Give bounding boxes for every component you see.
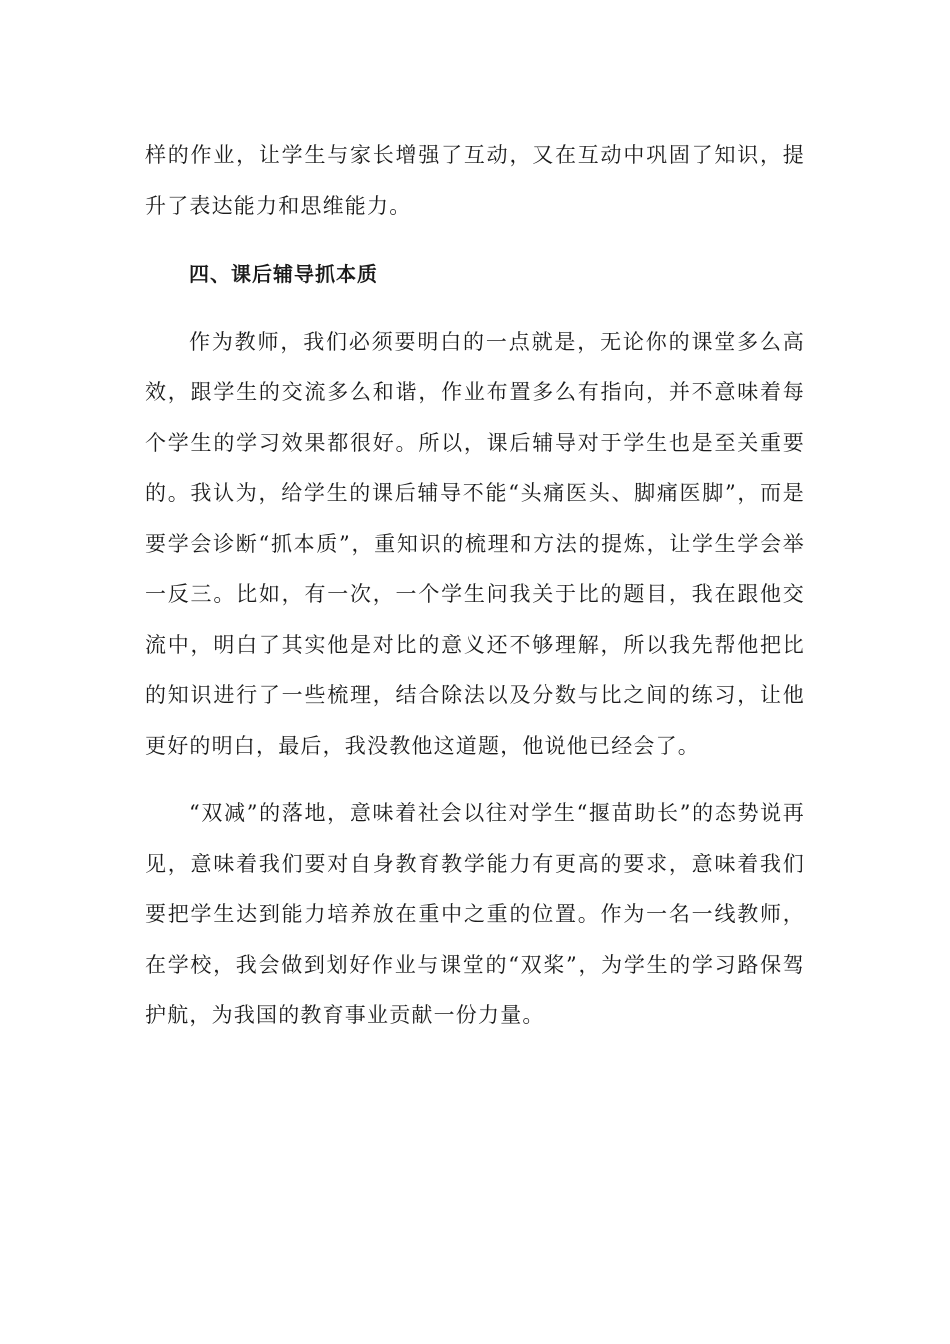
- continuation-paragraph: 样的作业，让学生与家长增强了互动，又在互动中巩固了知识，提升了表达能力和思维能力。: [145, 143, 805, 218]
- body-paragraph-1: 作为教师，我们必须要明白的一点就是，无论你的课堂多么高效，跟学生的交流多么和谐，作业布置多么有指向，并不意味着每个学生的学习效果都很好。所以，课后辅导对于学生也是至关重要的。我认为，给学生的课后辅导不能“头痛医头、脚痛医脚”，而是要学会诊断“抓本质”，重知识的梳理和方法的提炼，让学生学会举一反三。比如，有一次，一个学生问我关于比的题目，我在跟他交流中，明白了其实他是对比的意义还不够理解，所以我先帮他把比的知识进行了一些梳理，结合除法以及分数与比之间的练习，让他更好的明白，最后，我没教他这道题，他说他已经会了。: [145, 329, 805, 758]
- document-body: [145, 130, 805, 1041]
- section-heading: 四、课后辅导抓本质: [189, 262, 378, 286]
- body-paragraph-2: “双减”的落地，意味着社会以往对学生“揠苗助长”的态势说再见，意味着我们要对自身教育教学能力有更高的要求，意味着我们要把学生达到能力培养放在重中之重的位置。作为一名一线教师，在学校，我会做到划好作业与课堂的“双桨”，为学生的学习路保驾护航，为我国的教育事业贡献一份力量。: [145, 801, 805, 1027]
